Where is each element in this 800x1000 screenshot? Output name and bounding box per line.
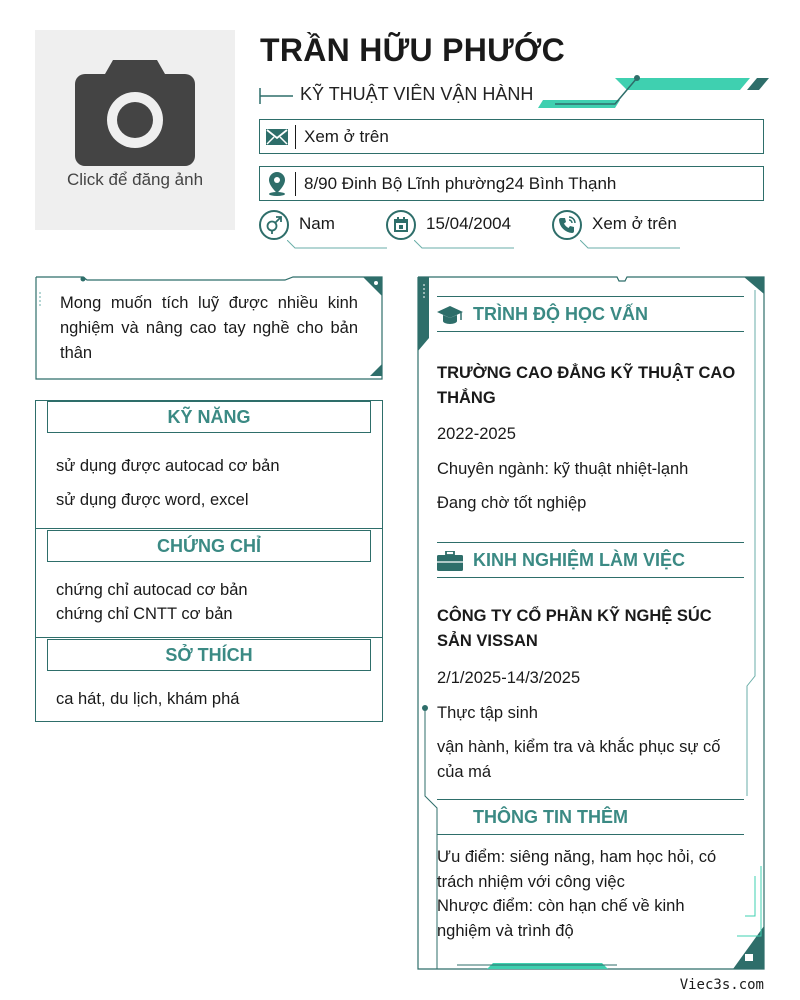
education-period: 2022-2025 [437,425,516,443]
calendar-icon [386,210,416,240]
gender-icon [259,210,289,240]
education-section-header [437,296,744,332]
right-sections-panel [417,276,765,970]
header-circuit-decoration [535,70,775,115]
email-value: Xem ở trên [304,127,389,146]
education-major: Chuyên ngành: kỹ thuật nhiệt-lạnh [437,460,689,478]
skill-item: sử dụng được autocad cơ bản [56,457,280,475]
gender-value: Nam [299,214,335,233]
graduation-cap-icon [437,302,463,328]
objective-text: Mong muốn tích luỹ được nhiều kinh nghiệm và nâng cao tay nghề cho bản thân [60,294,358,362]
section-divider [36,637,382,638]
skills-heading: KỸ NĂNG [47,401,371,433]
address-value: 8/90 Đinh Bộ Lĩnh phường24 Bình Thạnh [304,174,617,193]
section-divider [36,528,382,529]
candidate-name: TRẦN HỮU PHƯỚC [260,32,566,68]
email-field [259,119,764,154]
watermark: Viec3s.com [679,977,764,993]
education-heading: TRÌNH ĐỘ HỌC VẤN [473,304,648,324]
hobbies-text: ca hát, du lịch, khám phá [56,690,240,708]
phone-value: Xem ở trên [592,214,677,233]
additional-section-header [437,799,744,835]
school-name: TRƯỜNG CAO ĐẲNG KỸ THUẬT CAO THẮNG [437,364,736,407]
career-objective-box [35,276,383,380]
hobbies-heading: SỞ THÍCH [47,639,371,671]
avatar-placeholder[interactable] [35,30,235,230]
birthday-value: 15/04/2004 [426,214,512,233]
underline-decoration [287,240,387,250]
certificates-heading: CHỨNG CHỈ [47,530,371,562]
camera-icon [75,60,195,166]
company-name: CÔNG TY CỔ PHẦN KỸ NGHỆ SÚC SẢN VISSAN [437,607,712,650]
field-separator [295,125,296,149]
certificate-item: chứng chỉ autocad cơ bản [56,581,248,599]
briefcase-icon [437,548,463,574]
experience-section-header [437,542,744,578]
experience-period: 2/1/2025-14/3/2025 [437,669,581,687]
location-icon [264,171,290,197]
underline-decoration [414,240,514,250]
weaknesses-text: Nhược điểm: còn hạn chế về kinh nghiệm và trình độ [437,897,685,940]
experience-heading: KINH NGHIỆM LÀM VIỆC [473,550,686,570]
left-sections-panel [35,400,383,722]
phone-icon [552,210,582,240]
underline-decoration [580,240,680,250]
title-bracket-decoration [259,86,295,106]
experience-description: vận hành, kiểm tra và khắc phục sự cố của má [437,738,721,781]
address-field [259,166,764,201]
skill-item: sử dụng được word, excel [56,491,249,509]
certificate-item: chứng chỉ CNTT cơ bản [56,605,233,623]
education-status: Đang chờ tốt nghiệp [437,494,587,512]
upload-photo-caption: Click để đăng ảnh [66,170,204,189]
strengths-text: Ưu điểm: siêng năng, ham học hỏi, có trách nhiệm với công việc [437,848,717,891]
additional-heading: THÔNG TIN THÊM [473,807,628,827]
job-title: KỸ THUẬT VIÊN VẬN HÀNH [300,84,534,104]
field-separator [295,172,296,196]
mail-icon [264,124,290,150]
experience-position: Thực tập sinh [437,704,538,722]
